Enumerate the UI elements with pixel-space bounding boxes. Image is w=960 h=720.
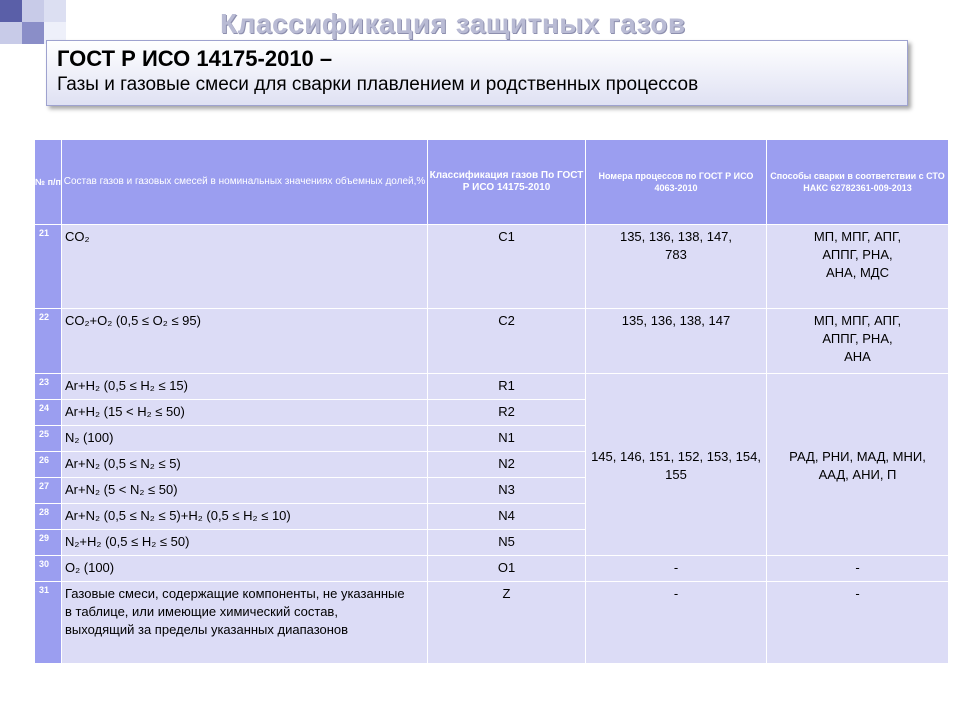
decor-square: [0, 22, 22, 44]
gas-classification: N3: [428, 478, 586, 504]
header-num: № п/п: [35, 140, 62, 225]
gas-composition: O₂ (100): [62, 556, 428, 582]
gas-classification: O1: [428, 556, 586, 582]
gas-composition: Газовые смеси, содержащие компоненты, не указанные в таблице, или имеющие химический состав, выходящий за пределы указанных диапазонов: [62, 582, 428, 664]
gas-composition: CO₂: [62, 225, 428, 309]
process-numbers: -: [586, 556, 767, 582]
header-composition: Состав газов и газовых смесей в номинальных значениях объемных долей,%: [62, 140, 428, 225]
header-classification: Классификация газов По ГОСТ Р ИСО 14175-2010: [428, 140, 586, 225]
gas-composition: Ar+N₂ (5 < N₂ ≤ 50): [62, 478, 428, 504]
gas-composition: Ar+H₂ (15 < H₂ ≤ 50): [62, 400, 428, 426]
welding-methods: МП, МПГ, АПГ, АППГ, РНА, АНА: [767, 309, 949, 374]
header-box: [46, 40, 908, 106]
gas-classification: C2: [428, 309, 586, 374]
gas-classification-table: [34, 139, 949, 664]
decor-square: [22, 0, 44, 22]
row-number: 26: [35, 452, 62, 478]
row-number: 28: [35, 504, 62, 530]
decor-square: [0, 0, 22, 22]
decor-square: [22, 22, 44, 44]
gas-composition: Ar+N₂ (0,5 ≤ N₂ ≤ 5)+H₂ (0,5 ≤ H₂ ≤ 10): [62, 504, 428, 530]
row-number: 30: [35, 556, 62, 582]
welding-methods: МП, МПГ, АПГ, АППГ, РНА, АНА, МДС: [767, 225, 949, 309]
row-number: 29: [35, 530, 62, 556]
header-methods: Способы сварки в соответствии с СТО НАКС 62782361-009-2013: [767, 140, 949, 225]
process-numbers: 135, 136, 138, 147: [586, 309, 767, 374]
process-numbers: 135, 136, 138, 147, 783: [586, 225, 767, 309]
gas-classification: N5: [428, 530, 586, 556]
slide-title: Классификация защитных газов: [220, 8, 686, 39]
table-row: [35, 374, 949, 400]
gas-classification: R2: [428, 400, 586, 426]
row-number: 27: [35, 478, 62, 504]
process-numbers-merged: 145, 146, 151, 152, 153, 154, 155: [586, 374, 767, 556]
table-row: [35, 556, 949, 582]
gas-classification: C1: [428, 225, 586, 309]
welding-methods: -: [767, 582, 949, 664]
row-number: 22: [35, 309, 62, 374]
gas-classification: N1: [428, 426, 586, 452]
standard-subtitle: Газы и газовые смеси для сварки плавлением и родственных процессов: [57, 74, 699, 95]
decor-square: [44, 0, 66, 22]
table-row: [35, 309, 949, 374]
welding-methods-merged: РАД, РНИ, МАД, МНИ, ААД, АНИ, П: [767, 374, 949, 556]
standard-title: ГОСТ Р ИСО 14175-2010 –: [57, 46, 333, 71]
row-number: 23: [35, 374, 62, 400]
row-number: 31: [35, 582, 62, 664]
gas-composition: N₂ (100): [62, 426, 428, 452]
gas-classification: N4: [428, 504, 586, 530]
gas-composition: Ar+H₂ (0,5 ≤ H₂ ≤ 15): [62, 374, 428, 400]
row-number: 21: [35, 225, 62, 309]
gas-classification: Z: [428, 582, 586, 664]
table-row: [35, 582, 949, 664]
gas-classification: R1: [428, 374, 586, 400]
row-number: 24: [35, 400, 62, 426]
header-processes: Номера процессов по ГОСТ Р ИСО 4063-2010: [586, 140, 767, 225]
welding-methods: -: [767, 556, 949, 582]
gas-composition: CO₂+O₂ (0,5 ≤ O₂ ≤ 95): [62, 309, 428, 374]
gas-composition: N₂+H₂ (0,5 ≤ H₂ ≤ 50): [62, 530, 428, 556]
process-numbers: -: [586, 582, 767, 664]
row-number: 25: [35, 426, 62, 452]
table-row: [35, 225, 949, 309]
gas-composition: Ar+N₂ (0,5 ≤ N₂ ≤ 5): [62, 452, 428, 478]
gas-classification: N2: [428, 452, 586, 478]
